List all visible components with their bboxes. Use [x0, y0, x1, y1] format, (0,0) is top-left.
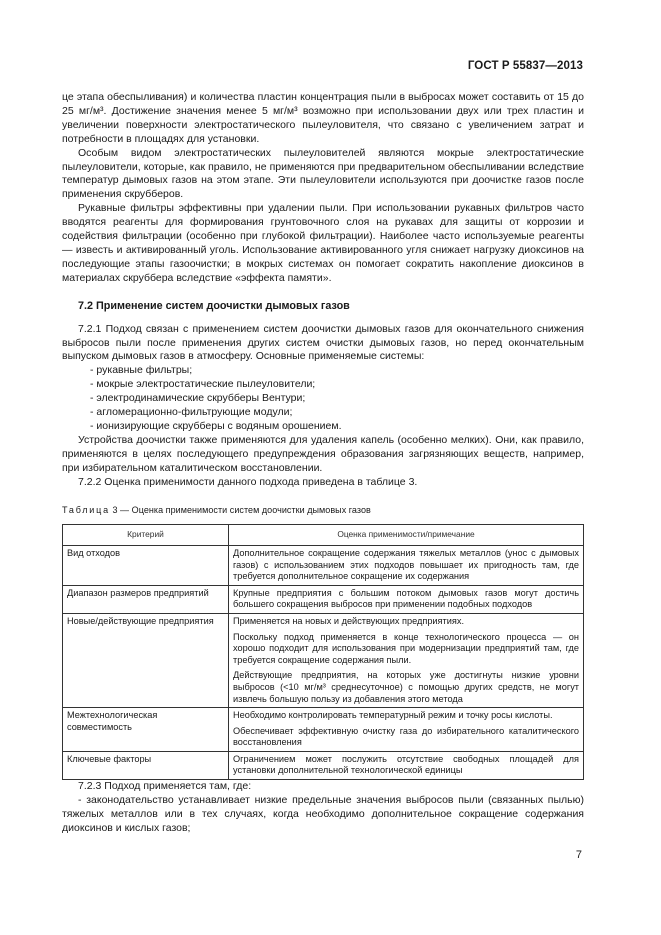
table-caption — [62, 504, 584, 518]
list-item: - ионизирующие скрубберы с водяным орошением. — [90, 419, 342, 432]
page-content — [62, 91, 584, 836]
list-item: - электродинамические скрубберы Вентури; — [90, 392, 306, 405]
paragraph: це этапа обеспыливания) и количества пластин концентрация пыли в выбросах может составить от 15 до 25 мг/м³. Достижение значения менее 5 мг/м³ возможно при использовании двух или трех пластин и увеличении поверхности электростатического пылеуловителя, что связано с увеличением затрат и потребности в площадях для установки. — [62, 91, 584, 145]
paragraph: 7.2.1 Подход связан с применением систем доочистки дымовых газов для окончательного снижения выбросов пыли после применения других систем очистки дымовых газов, но перед окончательным выпуском дымовых газов в атмосферу. Основные применяемые системы: — [62, 322, 584, 363]
assessment-text: Поскольку подход применяется в конце технологического процесса — он хорошо подходит для использования при модернизации предприятий там, где требуется сокращение содержания пыли. — [233, 631, 579, 665]
criterion-cell: Межтехнологическая совместимость — [63, 708, 229, 752]
table-row — [63, 585, 584, 613]
paragraph: - законодательство устанавливает низкие предельные значения выбросов пыли (связанных пылью) тяжелых металлов или в тех случаях, когда необходимо дополнительное сокращение содержания диоксинов и кислых газов; — [62, 793, 584, 834]
section-heading: 7.2 Применение систем доочистки дымовых газов — [78, 299, 350, 312]
paragraph: 7.2.2 Оценка применимости данного подхода приведена в таблице 3. — [78, 475, 418, 488]
document-header: ГОСТ Р 55837—2013 — [467, 60, 583, 72]
assessment-text: Ограничением может послужить отсутствие свободных площадей для установки дополнительной технологической единицы — [233, 753, 579, 776]
applicability-table — [62, 524, 584, 780]
assessment-text: Обеспечивает эффективную очистку газа до избирательного каталитического восстановления — [233, 725, 579, 748]
assessment-text: Крупные предприятия с большим потоком дымовых газов могут достичь большего сокращения выбросов при применении подобных подходов — [233, 587, 579, 610]
paragraph: Рукавные фильтры эффективны при удалении пыли. При использовании рукавных фильтров часто вводятся реагенты для формирования грунтовочного слоя на рукавах для защиты от коррозии и содействия фильтрации (особенно при глубокой фильтрации). Наиболее часто используемые реагенты — известь и активированный уголь. Использование активированного угля снижает нагрузку диоксинов на последующие этапы газоочистки; в мокрых системах он помогает сократить накопление диоксинов в материалах скруббера вследствие «эффекта памяти». — [62, 202, 584, 284]
table-caption-label: Таблица — [62, 505, 110, 516]
list-item: - мокрые электростатические пылеуловители; — [90, 378, 316, 391]
paragraph: Устройства доочистки также применяются для удаления капель (особенно мелких). Они, как правило, применяются в целях последующего предупреждения образования загрязняющих веществ, например, при избирательном каталитическом восстановлении. — [62, 433, 584, 474]
criterion-cell: Вид отходов — [63, 545, 229, 585]
assessment-cell — [229, 613, 584, 707]
paragraph: Особым видом электростатических пылеуловителей являются мокрые электростатические пылеуловители, которые, как правило, не применяются при предварительном обеспыливании вследствие температур дымовых газов на этом этапе. Эти пылеуловители используются при доочистке газов после применения скрубберов. — [62, 146, 584, 201]
table-header-row — [63, 525, 584, 546]
assessment-text: Дополнительное сокращение содержания тяжелых металлов (унос с дымовых газов) с использованием этих подходов повышает их пригодность там, где требуется дополнительное сокращение их содержания — [233, 547, 579, 582]
list-item: - агломерационно-фильтрующие модули; — [90, 406, 293, 419]
table-row — [63, 751, 584, 779]
assessment-text: Необходимо контролировать температурный режим и точку росы кислоты. — [233, 710, 553, 721]
list-item: - рукавные фильтры; — [90, 364, 193, 377]
assessment-cell — [229, 708, 584, 752]
page-number: 7 — [575, 849, 582, 861]
table-row — [63, 708, 584, 752]
assessment-cell — [229, 585, 584, 613]
assessment-cell — [229, 545, 584, 585]
criterion-cell: Новые/действующие предприятия — [63, 613, 229, 707]
table-row — [63, 613, 584, 707]
column-header-criterion: Критерий — [63, 525, 229, 546]
criterion-cell: Ключевые факторы — [63, 751, 229, 779]
assessment-text: Применяется на новых и действующих предприятиях. — [233, 615, 464, 626]
column-header-assessment: Оценка применимости/примечание — [229, 525, 584, 546]
assessment-cell — [229, 751, 584, 779]
criterion-cell: Диапазон размеров предприятий — [63, 585, 229, 613]
paragraph: 7.2.3 Подход применяется там, где: — [78, 780, 252, 793]
assessment-text: Действующие предприятия, на которых уже достигнуты низкие уровни выбросов (<10 мг/м³ среднесуточное) с помощью других средств, не могут извлечь большую пользу из добавления этого метода — [233, 670, 579, 704]
table-row — [63, 545, 584, 585]
table-caption-text: 3 — Оценка применимости систем доочистки дымовых газов — [112, 505, 371, 516]
